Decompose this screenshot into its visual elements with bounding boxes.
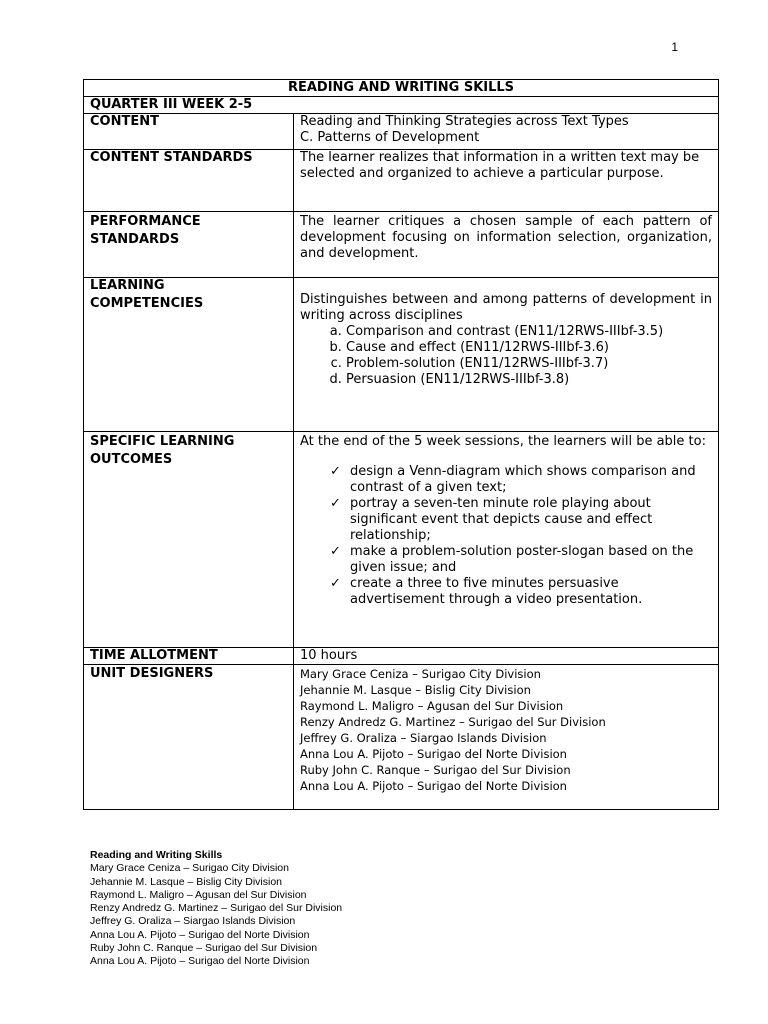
unit-designers-label: UNIT DESIGNERS xyxy=(84,665,294,810)
title-row xyxy=(84,80,719,97)
learning-competencies-label xyxy=(84,278,294,432)
competencies-label-line-1: LEARNING xyxy=(90,278,165,293)
performance-standards-text: The learner critiques a chosen sample of each pattern of development focusing on information selection, organization, and development. xyxy=(294,212,719,278)
page-footer xyxy=(90,849,342,969)
outcome-text: create a three to five minutes persuasive advertisement through a video presentation. xyxy=(350,576,643,607)
competencies-intro: Distinguishes between and among patterns of development in writing across disciplines xyxy=(300,292,712,323)
content-row xyxy=(84,114,719,150)
list-item xyxy=(330,464,712,496)
competencies-label-line-2: COMPETENCIES xyxy=(90,296,204,311)
designer-line: Anna Lou A. Pijoto – Surigao del Norte Division xyxy=(300,779,567,793)
content-label: CONTENT xyxy=(84,114,294,150)
performance-label-line-2: STANDARDS xyxy=(90,232,180,247)
list-item xyxy=(330,544,712,576)
designer-line: Raymond L. Maligro – Agusan del Sur Division xyxy=(300,699,564,713)
outcomes-intro: At the end of the 5 week sessions, the learners will be able to: xyxy=(300,434,706,449)
performance-standards-label xyxy=(84,212,294,278)
footer-line: Anna Lou A. Pijoto – Surigao del Norte Division xyxy=(90,928,310,941)
unit-designers-list xyxy=(294,665,719,810)
outcome-text: design a Venn-diagram which shows comparison and contrast of a given text; xyxy=(350,464,696,495)
footer-title: Reading and Writing Skills xyxy=(90,849,223,861)
performance-standards-row xyxy=(84,212,719,278)
content-standards-label: CONTENT STANDARDS xyxy=(84,150,294,212)
outcomes-label-line-1: SPECIFIC LEARNING xyxy=(90,434,235,449)
learning-competencies-row xyxy=(84,278,719,432)
designer-line: Anna Lou A. Pijoto – Surigao del Norte Division xyxy=(300,747,567,761)
footer-line: Anna Lou A. Pijoto – Surigao del Norte Division xyxy=(90,955,310,968)
performance-label-line-1: PERFORMANCE xyxy=(90,214,201,229)
quarter-week-label: QUARTER III WEEK 2-5 xyxy=(84,97,719,114)
footer-line: Ruby John C. Ranque – Surigao del Sur Division xyxy=(90,942,318,955)
outcomes-label-line-2: OUTCOMES xyxy=(90,452,173,467)
table-title: READING AND WRITING SKILLS xyxy=(84,80,719,97)
outcomes-list xyxy=(300,464,712,608)
quarter-week-row xyxy=(84,97,719,114)
time-allotment-label: TIME ALLOTMENT xyxy=(84,648,294,665)
designer-line: Renzy Andredz G. Martinez – Surigao del Sur Division xyxy=(300,715,606,729)
time-allotment-value: 10 hours xyxy=(294,648,719,665)
designer-line: Mary Grace Ceniza – Surigao City Division xyxy=(300,667,541,681)
designer-line: Ruby John C. Ranque – Surigao del Sur Division xyxy=(300,763,571,777)
list-item: a. Comparison and contrast (EN11/12RWS-IIIbf-3.5) xyxy=(346,324,712,340)
learning-competencies-content xyxy=(294,278,719,432)
designer-line: Jehannie M. Lasque – Bislig City Division xyxy=(300,683,531,697)
footer-line: Mary Grace Ceniza – Surigao City Division xyxy=(90,862,289,875)
list-item xyxy=(330,496,712,544)
list-item xyxy=(330,576,712,608)
content-line-2: C. Patterns of Development xyxy=(300,130,480,145)
specific-outcomes-label xyxy=(84,432,294,648)
list-item: d. Persuasion (EN11/12RWS-IIIbf-3.8) xyxy=(346,372,712,388)
outcome-text: portray a seven-ten minute role playing about significant event that depicts cause and effect relationship; xyxy=(350,496,653,543)
list-item: b. Cause and effect (EN11/12RWS-IIIbf-3.6) xyxy=(346,340,712,356)
lesson-plan-table xyxy=(83,79,719,810)
check-icon: ✓ xyxy=(330,464,341,479)
check-icon: ✓ xyxy=(330,496,341,511)
check-icon: ✓ xyxy=(330,544,341,559)
content-value xyxy=(294,114,719,150)
footer-line: Renzy Andredz G. Martinez – Surigao del Sur Division xyxy=(90,902,343,915)
specific-outcomes-content xyxy=(294,432,719,648)
footer-line: Raymond L. Maligro – Agusan del Sur Division xyxy=(90,888,307,901)
outcome-text: make a problem-solution poster-slogan based on the given issue; and xyxy=(350,544,694,575)
list-item: c. Problem-solution (EN11/12RWS-IIIbf-3.7) xyxy=(346,356,712,372)
footer-line: Jehannie M. Lasque – Bislig City Division xyxy=(90,875,283,888)
footer-line: Jeffrey G. Oraliza – Siargao Islands Division xyxy=(90,915,296,928)
designer-line: Jeffrey G. Oraliza – Siargao Islands Division xyxy=(300,731,547,745)
content-standards-row xyxy=(84,150,719,212)
specific-outcomes-row xyxy=(84,432,719,648)
time-allotment-row xyxy=(84,648,719,665)
competencies-list xyxy=(300,324,712,388)
content-standards-text: The learner realizes that information in a written text may be selected and organized to achieve a particular purpose. xyxy=(294,150,719,212)
page-number: 1 xyxy=(671,40,678,54)
content-line-1: Reading and Thinking Strategies across Text Types xyxy=(300,114,629,129)
unit-designers-row xyxy=(84,665,719,810)
check-icon: ✓ xyxy=(330,576,341,591)
